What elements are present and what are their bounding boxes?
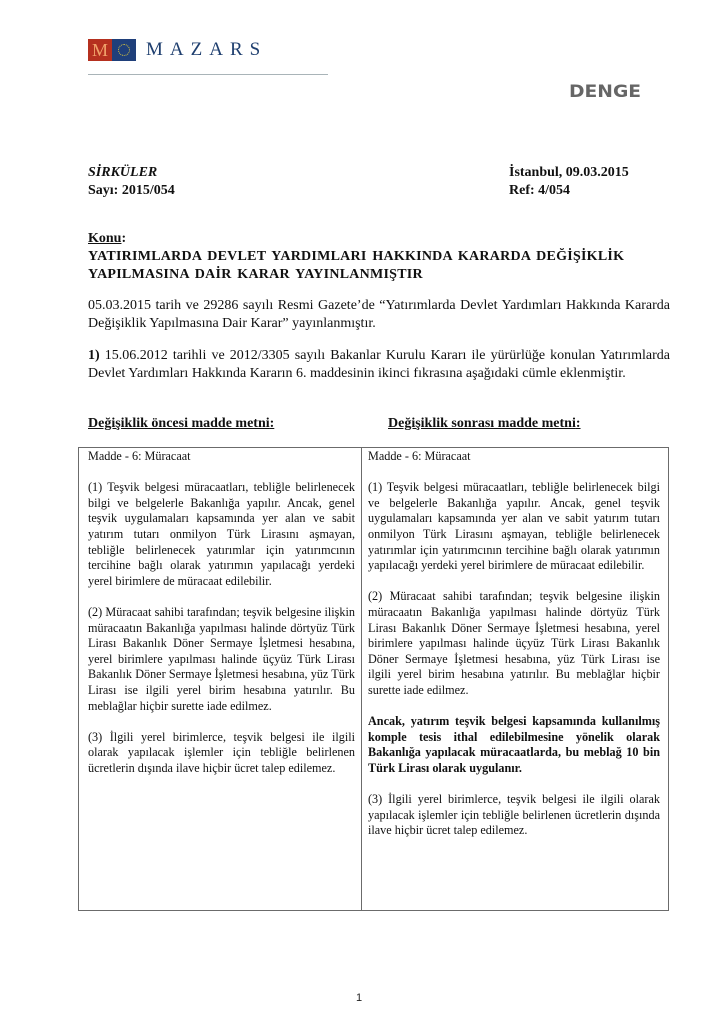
header-divider bbox=[88, 74, 328, 75]
subject-title: YATIRIMLARDA DEVLET YARDIMLARI HAKKINDA KARARDA DEĞİŞİKLİK YAPILMASINA DAİR KARAR YAYINLANMIŞTIR bbox=[88, 249, 625, 282]
intro-paragraph: 05.03.2015 tarih ve 29286 sayılı Resmi Gazete’de “Yatırımlarda Devlet Yardımları Hakkında Kararda Değişiklik Yapılmasına Dair Karar” yayınlanmıştır. bbox=[88, 298, 670, 331]
after-heading-colon: : bbox=[575, 416, 581, 431]
before-column bbox=[79, 448, 362, 910]
before-heading-text: Değişiklik öncesi madde metni bbox=[88, 416, 270, 431]
subject-label: Konu bbox=[88, 231, 122, 246]
before-heading-colon: : bbox=[269, 416, 275, 431]
clause-1: (1) Teşvik belgesi müracaatları, tebliğle belirlenecek bilgi ve belgelerle Bakanlığa yapılır. Ancak, genel teşvik uygulamaları kapsamında yer alan ve sabit yatırım tutarı onmilyon Türk Lirasını aşmayan, tebliğle belirlenecek yatırımlar için yatırımcının tercihine bağlı olarak yatırımın yapılacağı yerdeki yerel birimlere de müracaat edilebilir. bbox=[368, 480, 660, 573]
clause-2: (2) Müracaat sahibi tarafından; teşvik belgesine ilişkin müracaatın Bakanlığa yapılması halinde dörtyüz Türk Lirası Bakanlık Döner Sermaye İşletmesi hesabına, yerel birimlere yapılması halinde üçyüz Türk Lirası Bakanlık Döner Sermaye İşletmesi hesabına, yüz Türk Lirası ise ilgili yerel birim hesabına yatırılır. Bu meblağlar hiçbir surette iade edilmez. bbox=[88, 604, 355, 713]
circular-meta-right bbox=[509, 164, 629, 200]
article-title: Madde - 6: Müracaat bbox=[88, 449, 191, 463]
comparison-table bbox=[78, 447, 669, 911]
subject-block bbox=[88, 230, 670, 284]
eu-stars-icon bbox=[112, 39, 136, 61]
clause-1: (1) Teşvik belgesi müracaatları, tebliğle belirlenecek bilgi ve belgelerle Bakanlığa yapılır. Ancak, genel teşvik uygulamaları kapsamında yer alan ve sabit yatırım tutarı onmilyon Türk Lirasını aşmayan, tebliğle belirlenecek yatırımlar için yatırımcının tercihine bağlı olarak yatırımın yapılacağı yerdeki yerel birimlere de müracaat edilebilir. bbox=[88, 480, 355, 588]
item-number: 1) bbox=[88, 348, 100, 363]
circular-label: SİRKÜLER bbox=[88, 165, 158, 180]
mazars-logo bbox=[88, 38, 267, 62]
reference: Ref: 4/054 bbox=[509, 183, 571, 198]
mazars-m-icon: M bbox=[88, 39, 112, 61]
item-text: 15.06.2012 tarihli ve 2012/3305 sayılı Bakanlar Kurulu Kararı ile yürürlüğe konulan Yatırımlarda Devlet Yardımları Hakkında Kararın 6. maddesinin ikinci fıkrasına aşağıdaki cümle eklenmiştir. bbox=[88, 348, 670, 381]
item-one-paragraph bbox=[88, 347, 670, 383]
after-heading bbox=[388, 416, 581, 432]
clause-3: (3) İlgili yerel birimlerce, teşvik belgesi ile ilgili olarak yapılacak işlemler için tebliğle belirlenen ücretlerin dışında ilave hiçbir ücret talep edilemez. bbox=[368, 792, 660, 838]
clause-3: (3) İlgili yerel birimlerce, teşvik belgesi ile ilgili olarak yapılacak işlemler için tebliğle belirlenen ücretlerin dışında ilave hiçbir ücret talep edilemez. bbox=[88, 729, 355, 775]
after-column bbox=[362, 448, 668, 910]
subject-colon: : bbox=[121, 231, 127, 246]
before-heading bbox=[88, 416, 274, 432]
article-title: Madde - 6: Müracaat bbox=[368, 449, 471, 463]
circular-number: Sayı: 2015/054 bbox=[88, 183, 175, 198]
circular-meta-left bbox=[88, 164, 175, 200]
mazars-wordmark: MAZARS bbox=[146, 39, 268, 60]
place-date: İstanbul, 09.03.2015 bbox=[509, 165, 629, 180]
clause-2: (2) Müracaat sahibi tarafından; teşvik belgesine ilişkin müracaatın Bakanlığa yapılması halinde dörtyüz Türk Lirası Bakanlık Döner Sermaye İşletmesi hesabına, yerel birimlere yapılması halinde üçyüz Türk Lirası Bakanlık Döner Sermaye İşletmesi hesabına, yüz Türk Lirası ise ilgili yerel birim hesabına yatırılır. Bu meblağlar hiçbir surette iade edilmez. bbox=[368, 589, 660, 697]
page-number: 1 bbox=[356, 992, 363, 1004]
denge-logo: DENGE bbox=[569, 82, 642, 102]
added-sentence: Ancak, yatırım teşvik belgesi kapsamında kullanılmış komple tesis ithal edilebilmesine yönelik olarak Bakanlığa yapılacak müracaatlarda, bu meblağ 10 bin Türk Lirası olarak uygulanır. bbox=[368, 714, 660, 775]
after-heading-text: Değişiklik sonrası madde metni bbox=[388, 416, 576, 431]
